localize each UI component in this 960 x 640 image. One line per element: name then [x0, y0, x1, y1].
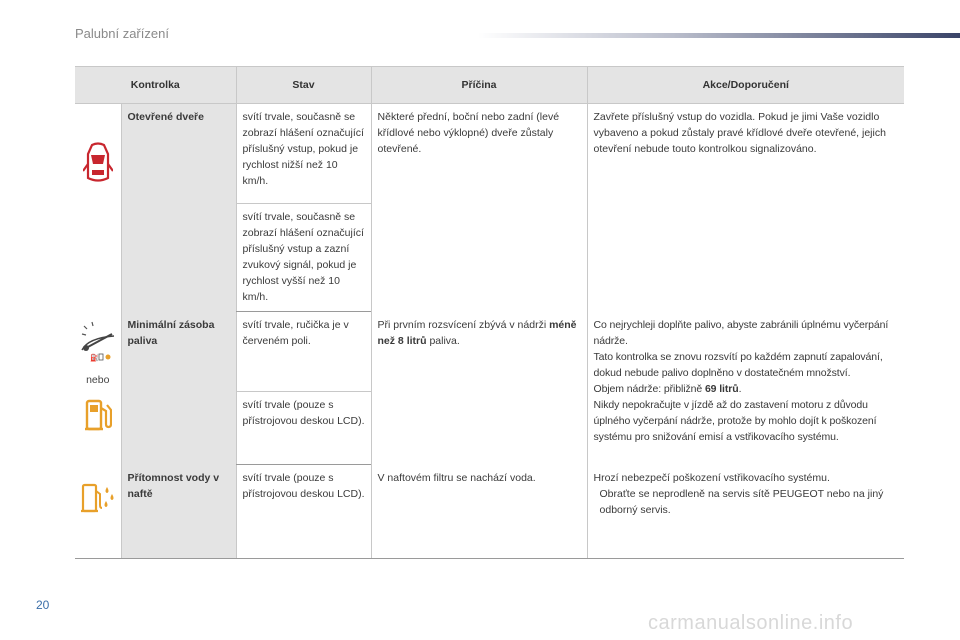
- water-action-2: Obraťte se neprodleně na servis sítě PEUGEOT nebo na jiný odborný servis.: [599, 487, 884, 516]
- fuel-cause-pre: Při prvním rozsvícení zbývá v nádrži: [377, 318, 547, 331]
- fuel-icon-cell: [75, 312, 121, 465]
- fuel-pump-icon: [84, 398, 112, 432]
- fuel-action-2: Tato kontrolka se znovu rozsvítí po každém zapnutí zapalování, dokud nebude palivo doplněno v dostatečném množství.: [593, 350, 883, 379]
- water-cause: V naftovém filtru se nachází voda.: [371, 465, 587, 559]
- water-action-1: Hrozí nebezpečí poškození vstřikovacího systému.: [593, 471, 830, 484]
- fuel-gauge-icon: [78, 320, 118, 364]
- or-label: nebo: [86, 373, 110, 386]
- fuel-name: Minimální zásoba paliva: [121, 312, 236, 465]
- section-title: Palubní zařízení: [75, 26, 169, 41]
- fuel-action-3-post: .: [738, 382, 742, 395]
- fuel-action-4: Nikdy nepokračujte v jízdě až do zastavení motoru z důvodu úplného vyčerpání nádrže, protože by mohlo dojít k poškození systému pro snižování emisí a vstřikovacího systému.: [593, 398, 877, 443]
- water-name: Přítomnost vody v naftě: [121, 465, 236, 559]
- svg-text:⛽: ⛽: [89, 353, 99, 362]
- column-header-stav: Stav: [236, 67, 371, 104]
- fuel-cause-bold: méně než 8 litrů: [377, 318, 577, 347]
- open-door-warning-icon: [83, 142, 113, 184]
- fuel-action-3-bold: 69 litrů: [704, 382, 739, 395]
- page-number: 20: [36, 598, 50, 612]
- fuel-action-3: [594, 381, 899, 397]
- table-row-fuel: [75, 312, 904, 392]
- warning-lights-table: [75, 66, 904, 559]
- header-gradient-bar: [478, 33, 960, 38]
- water-icon-cell: [75, 465, 121, 559]
- doors-action: Zavřete příslušný vstup do vozidla. Pokud je jimi Vaše vozidlo vybaveno a pokud zůstaly pravé křídlové dveře otevřené, jejich otevření nebude touto kontrolkou signalizováno.: [587, 104, 904, 312]
- fuel-state-1: svítí trvale, ručička je v červeném poli.: [236, 312, 371, 392]
- doors-icon-cell: [75, 104, 121, 312]
- doors-name: Otevřené dveře: [121, 104, 236, 312]
- fuel-action-1: Co nejrychleji doplňte palivo, abyste zabránili úplnému vyčerpání nádrže.: [593, 318, 889, 347]
- fuel-action-3-pre: Objem nádrže: přibližně: [593, 382, 703, 395]
- doors-state-1: svítí trvale, současně se zobrazí hlášení označující příslušný vstup, pokud je rychlost nižší než 10 km/h.: [236, 104, 371, 204]
- watermark: carmanualsonline.info: [648, 612, 854, 634]
- table-header-row: [75, 67, 904, 104]
- table-row-water: [75, 465, 904, 559]
- doors-cause: Některé přední, boční nebo zadní (levé křídlové nebo výklopné) dveře zůstaly otevřené.: [371, 104, 587, 312]
- water-state: svítí trvale (pouze s přístrojovou deskou LCD).: [236, 465, 371, 559]
- water-in-diesel-icon: [80, 481, 116, 515]
- doors-state-2: svítí trvale, současně se zobrazí hlášení označující příslušný vstup a zazní zvukový signál, pokud je rychlost vyšší než 10 km/h.: [236, 204, 371, 312]
- fuel-cause-post: paliva.: [429, 334, 460, 347]
- water-action: [587, 465, 904, 559]
- column-header-kontrolka: Kontrolka: [75, 67, 236, 104]
- fuel-action: [587, 312, 904, 465]
- column-header-pricina: Příčina: [371, 67, 587, 104]
- column-header-akce: Akce/Doporučení: [587, 67, 904, 104]
- fuel-state-2: svítí trvale (pouze s přístrojovou deskou LCD).: [236, 392, 371, 465]
- fuel-cause: [371, 312, 587, 465]
- table-row-doors: [75, 104, 904, 204]
